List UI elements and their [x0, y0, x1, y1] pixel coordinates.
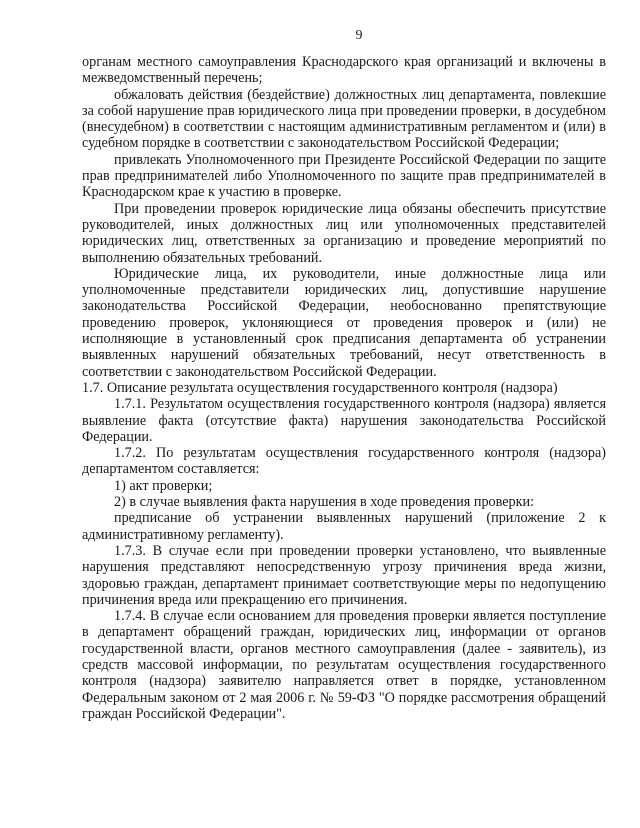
paragraph-1-7-2: 1.7.2. По результатам осуществления государственного контроля (надзора) департаментом составляется: [82, 445, 606, 478]
paragraph-1: органам местного самоуправления Краснодарского края организаций и включены в межведомственный перечень; [82, 54, 606, 87]
list-item-2: 2) в случае выявления факта нарушения в ходе проведения проверки: [114, 494, 535, 511]
document-body [82, 54, 606, 722]
paragraph-1-7-3: 1.7.3. В случае если при проведении проверки установлено, что выявленные нарушения представляют непосредственную угрозу причинения вреда жизни, здоровью граждан, департамент принимает соответствующие меры по недопущению причинения вреда или прекращению его причинения. [82, 542, 606, 608]
page-number: 9 [355, 28, 363, 43]
paragraph-prescription: предписание об устранении выявленных нарушений (приложение 2 к административному регламенту). [82, 510, 606, 543]
paragraph-2: обжаловать действия (бездействие) должностных лиц департамента, повлекшие за собой нарушение прав юридического лица при проведении проверки, в досудебном (внесудебном) в соответствии с настоящим административным регламентом и (или) в судебном порядке в соответствии с законодательством Российской Федерации; [82, 86, 606, 152]
paragraph-5: Юридические лица, их руководители, иные должностные лица или уполномоченные представители юридических лиц, допустившие нарушение законодательства Российской Федерации, необоснованно препятствующие проведению проверок, уклоняющиеся от проведения проверок и (или) не исполняющие в установленный срок предписания департамента об устранении выявленных нарушений обязательных требований, несут ответственность в соответствии с законодательством Российской Федерации. [82, 265, 606, 380]
paragraph-3: привлекать Уполномоченного при Президенте Российской Федерации по защите прав предпринимателей либо Уполномоченного по защите прав предпринимателей в Краснодарском крае к участию в проверке. [82, 151, 606, 201]
paragraph-4: При проведении проверок юридические лица обязаны обеспечить присутствие руководителей, иных должностных лиц или уполномоченных представителей юридических лиц, ответственных за организацию и проведение мероприятий по выполнению обязательных требований. [82, 200, 606, 266]
paragraph-1-7-4: 1.7.4. В случае если основанием для проведения проверки является поступление в департамент обращений граждан, юридических лиц, информации от органов государственной власти, органов местного самоуправления (далее - заявитель), из средств массовой информации, по результатам осуществления государственного контроля (надзора) заявителю направляется ответ в порядке, установленном Федеральным законом от 2 мая 2006 г. № 59-ФЗ "О порядке рассмотрения обращений граждан Российской Федерации". [82, 608, 606, 722]
list-item-1: 1) акт проверки; [114, 477, 213, 494]
paragraph-1-7-1: 1.7.1. Результатом осуществления государственного контроля (надзора) является выявление факта (отсутствие факта) нарушения законодательства Российской Федерации. [82, 396, 606, 445]
section-heading: 1.7. Описание результата осуществления государственного контроля (надзора) [82, 379, 558, 396]
